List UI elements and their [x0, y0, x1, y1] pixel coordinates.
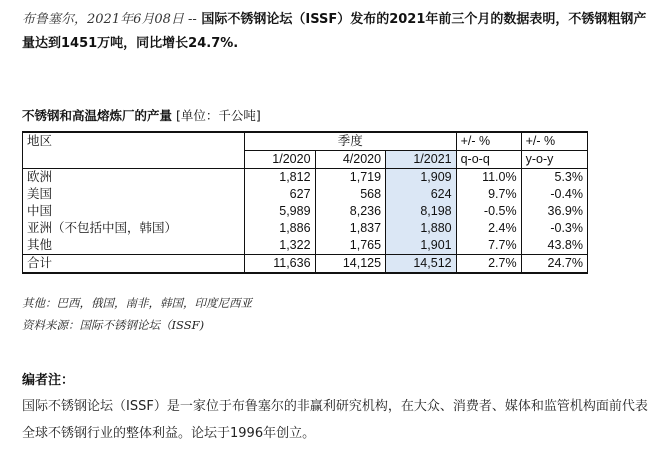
production-table — [22, 131, 588, 274]
editor-note-heading: 编者注： — [22, 373, 75, 388]
row-q1-2020: 627 — [245, 186, 316, 203]
row-q4-2020: 1,719 — [315, 169, 386, 187]
row-yoy: -0.3% — [521, 220, 587, 237]
row-qoq: -0.5% — [456, 203, 521, 220]
row-q1-2020: 5,989 — [245, 203, 316, 220]
row-region: 中国 — [23, 203, 245, 220]
row-yoy: -0.4% — [521, 186, 587, 203]
header-row-1 — [23, 132, 588, 151]
table-notes — [22, 292, 252, 336]
total-q1-2020: 11,636 — [245, 255, 316, 274]
note-others: 其他：巴西，俄国，南非，韩国，印度尼西亚 — [22, 296, 252, 310]
row-q1-2021: 1,880 — [386, 220, 457, 237]
row-q1-2020: 1,886 — [245, 220, 316, 237]
table-row — [23, 186, 588, 203]
row-q1-2021: 8,198 — [386, 203, 457, 220]
table-row — [23, 220, 588, 237]
header-yoy: y-o-y — [521, 151, 587, 169]
header-yoy-group: +/- % — [521, 132, 587, 151]
row-q1-2021: 1,901 — [386, 237, 457, 255]
table-title — [22, 106, 261, 124]
intro-paragraph — [22, 8, 652, 56]
header-q1-2020: 1/2020 — [245, 151, 316, 169]
header-region-blank — [23, 151, 245, 169]
total-region: 合计 — [23, 255, 245, 274]
row-qoq: 2.4% — [456, 220, 521, 237]
header-q4-2020: 4/2020 — [315, 151, 386, 169]
total-q1-2021: 14,512 — [386, 255, 457, 274]
row-qoq: 7.7% — [456, 237, 521, 255]
row-qoq: 11.0% — [456, 169, 521, 187]
row-region: 其他 — [23, 237, 245, 255]
table-title-unit: [单位：千公吨] — [172, 108, 261, 123]
row-yoy: 36.9% — [521, 203, 587, 220]
row-qoq: 9.7% — [456, 186, 521, 203]
table-row — [23, 203, 588, 220]
row-q1-2020: 1,812 — [245, 169, 316, 187]
note-source: 资料来源：国际不锈钢论坛（ISSF) — [22, 318, 205, 332]
total-yoy: 24.7% — [521, 255, 587, 274]
row-q4-2020: 1,837 — [315, 220, 386, 237]
total-q4-2020: 14,125 — [315, 255, 386, 274]
row-q1-2021: 624 — [386, 186, 457, 203]
table-title-main: 不锈钢和高温熔炼厂的产量 — [22, 108, 173, 123]
header-qoq-group: +/- % — [456, 132, 521, 151]
header-q1-2021: 1/2021 — [386, 151, 457, 169]
header-quarter-group: 季度 — [245, 132, 457, 151]
row-region: 亚洲（不包括中国，韩国） — [23, 220, 245, 237]
table-row — [23, 237, 588, 255]
row-q4-2020: 568 — [315, 186, 386, 203]
row-q4-2020: 8,236 — [315, 203, 386, 220]
row-q4-2020: 1,765 — [315, 237, 386, 255]
row-yoy: 43.8% — [521, 237, 587, 255]
total-qoq: 2.7% — [456, 255, 521, 274]
intro-text: 国际不锈钢论坛（ISSF）发布的2021年前三个月的数据表明，不锈钢粗钢产量达到1451万吨，同比增长24.7%. — [22, 12, 647, 51]
header-row-2 — [23, 151, 588, 169]
row-q1-2021: 1,909 — [386, 169, 457, 187]
row-region: 欧洲 — [23, 169, 245, 187]
table-row — [23, 169, 588, 187]
total-row — [23, 255, 588, 274]
row-q1-2020: 1,322 — [245, 237, 316, 255]
header-qoq: q-o-q — [456, 151, 521, 169]
header-region: 地区 — [23, 132, 245, 151]
row-region: 美国 — [23, 186, 245, 203]
row-yoy: 5.3% — [521, 169, 587, 187]
dateline: 布鲁塞尔，2021年6月08日 -- — [22, 12, 197, 27]
editor-note-body: 国际不锈钢论坛（ISSF）是一家位于布鲁塞尔的非赢利研究机构，在大众、消费者、媒体和监管机构面前代表全球不锈钢行业的整体利益。论坛于1996年创立。 — [22, 399, 648, 441]
